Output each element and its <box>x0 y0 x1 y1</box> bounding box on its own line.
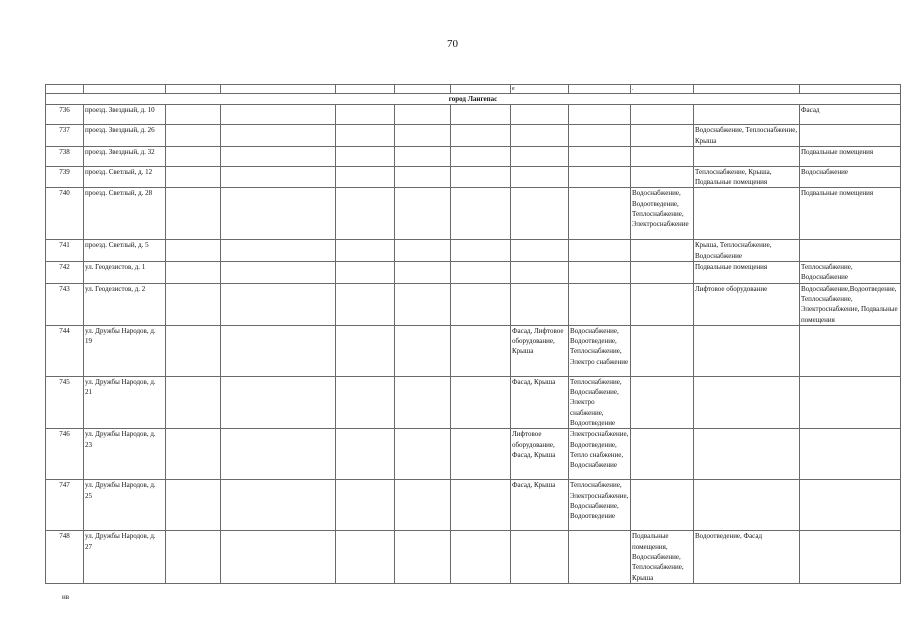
empty-cell <box>166 105 221 125</box>
table-row <box>46 188 901 240</box>
empty-cell <box>336 125 395 147</box>
works-cell <box>511 262 569 284</box>
empty-cell <box>336 188 395 240</box>
table-row <box>46 429 901 480</box>
empty-cell <box>166 240 221 262</box>
table-row <box>46 240 901 262</box>
row-number: 738 <box>46 146 84 166</box>
works-cell: Крыша, Теплоснабжение, Водоснабжение <box>694 240 800 262</box>
works-cell <box>569 188 631 240</box>
works-cell: Лифтовое оборудование <box>694 283 800 325</box>
works-cell: Водоснабжение, Теплоснабжение, Крыша <box>694 125 800 147</box>
empty-cell <box>166 531 221 583</box>
works-cell: Подвальные помещения <box>694 262 800 284</box>
works-cell <box>800 531 901 583</box>
empty-cell <box>336 240 395 262</box>
works-cell: Водоснабжение, Водоотведение, Теплоснабжение, Электроснабжение <box>631 188 694 240</box>
table-row <box>46 480 901 531</box>
empty-cell <box>451 531 511 583</box>
works-cell: Фасад <box>800 105 901 125</box>
row-number: 743 <box>46 283 84 325</box>
works-cell <box>631 429 694 480</box>
empty-cell <box>166 429 221 480</box>
address-cell: ул. Дружбы Народов, д. 21 <box>84 376 166 428</box>
table-row <box>46 283 901 325</box>
address-cell: проезд. Звездный, д. 32 <box>84 146 166 166</box>
empty-cell <box>451 325 511 376</box>
row-number: 742 <box>46 262 84 284</box>
works-cell: Теплоснабжение, Водоснабжение <box>800 262 901 284</box>
works-cell <box>569 146 631 166</box>
empty-cell <box>221 188 336 240</box>
table-row <box>46 146 901 166</box>
works-cell <box>694 105 800 125</box>
empty-cell <box>395 480 451 531</box>
works-cell <box>569 262 631 284</box>
works-cell <box>511 531 569 583</box>
address-cell: проезд. Светлый, д. 28 <box>84 188 166 240</box>
table-row <box>46 531 901 583</box>
empty-cell <box>166 325 221 376</box>
address-cell: проезд. Светлый, д. 12 <box>84 166 166 188</box>
works-cell <box>511 283 569 325</box>
empty-cell <box>221 325 336 376</box>
empty-cell <box>221 166 336 188</box>
works-cell: Подвальные помещения <box>800 146 901 166</box>
row-number: 739 <box>46 166 84 188</box>
empty-cell <box>166 125 221 147</box>
row-number: 737 <box>46 125 84 147</box>
empty-cell <box>336 325 395 376</box>
works-cell <box>569 531 631 583</box>
works-cell: Электроснабжение, Водоотведение, Тепло снабжение, Водоснабжение <box>569 429 631 480</box>
works-cell <box>631 166 694 188</box>
address-cell: проезд. Светлый, д. 5 <box>84 240 166 262</box>
works-cell <box>631 146 694 166</box>
empty-cell <box>166 376 221 428</box>
empty-cell <box>451 188 511 240</box>
row-number: 746 <box>46 429 84 480</box>
table-row <box>46 105 901 125</box>
empty-cell <box>221 105 336 125</box>
empty-cell <box>451 283 511 325</box>
empty-cell <box>221 283 336 325</box>
works-cell <box>800 125 901 147</box>
table-row <box>46 262 901 284</box>
empty-cell <box>395 531 451 583</box>
works-cell <box>511 188 569 240</box>
works-cell <box>511 166 569 188</box>
empty-cell <box>395 240 451 262</box>
works-cell: Фасад, Крыша <box>511 376 569 428</box>
works-cell <box>569 240 631 262</box>
works-cell <box>569 105 631 125</box>
address-cell: проезд. Звездный, д. 26 <box>84 125 166 147</box>
works-cell <box>631 283 694 325</box>
empty-cell <box>395 283 451 325</box>
registry-table <box>45 84 901 584</box>
works-cell <box>694 376 800 428</box>
table-row <box>46 376 901 428</box>
empty-cell <box>336 480 395 531</box>
empty-cell <box>395 166 451 188</box>
works-cell: Водоснабжение, Водоотведение, Теплоснабжение, Электро снабжение <box>569 325 631 376</box>
row-number: 744 <box>46 325 84 376</box>
works-cell <box>800 240 901 262</box>
empty-cell <box>395 429 451 480</box>
empty-cell <box>221 240 336 262</box>
empty-cell <box>221 429 336 480</box>
table-row <box>46 325 901 376</box>
empty-cell <box>336 376 395 428</box>
works-cell: Лифтовое оборудование, Фасад, Крыша <box>511 429 569 480</box>
works-cell <box>800 480 901 531</box>
empty-cell <box>336 531 395 583</box>
empty-cell <box>166 262 221 284</box>
works-cell: Подвальные помещения <box>800 188 901 240</box>
empty-cell <box>166 188 221 240</box>
works-cell <box>511 125 569 147</box>
row-number: 741 <box>46 240 84 262</box>
empty-cell <box>166 480 221 531</box>
empty-cell <box>451 240 511 262</box>
works-cell <box>631 125 694 147</box>
address-cell: ул. Дружбы Народов, д. 27 <box>84 531 166 583</box>
empty-cell <box>395 125 451 147</box>
empty-cell <box>395 188 451 240</box>
city-heading: город Лангепас <box>46 94 901 105</box>
works-cell: Теплоснабжение, Водоснабжение, Электро снабжение, Водоотведение <box>569 376 631 428</box>
empty-cell <box>451 429 511 480</box>
empty-cell <box>166 146 221 166</box>
works-cell <box>569 125 631 147</box>
works-cell: Водоснабжение,Водоотведение, Теплоснабжение, Электроснабжение, Подвальные помещения <box>800 283 901 325</box>
works-cell <box>511 146 569 166</box>
empty-cell <box>451 480 511 531</box>
empty-cell <box>221 125 336 147</box>
empty-cell <box>395 105 451 125</box>
works-cell <box>694 146 800 166</box>
empty-cell <box>395 146 451 166</box>
table-header-row <box>46 85 901 94</box>
empty-cell <box>221 262 336 284</box>
empty-cell <box>395 376 451 428</box>
empty-cell <box>166 166 221 188</box>
table-row <box>46 166 901 188</box>
works-cell: Теплоснабжение, Крыша, Подвальные помещения <box>694 166 800 188</box>
works-cell <box>631 240 694 262</box>
empty-cell <box>451 146 511 166</box>
works-cell <box>511 240 569 262</box>
works-cell: Теплоснабжение, Электроснабжение, Водоснабжение, Водоотведение <box>569 480 631 531</box>
empty-cell <box>336 429 395 480</box>
works-cell <box>631 480 694 531</box>
city-heading-row <box>46 94 901 105</box>
empty-cell <box>451 166 511 188</box>
page-number: 70 <box>447 38 458 50</box>
empty-cell <box>451 262 511 284</box>
header-mark: е <box>511 85 569 94</box>
empty-cell <box>166 283 221 325</box>
row-number: 740 <box>46 188 84 240</box>
works-cell: Водоотведение, Фасад <box>694 531 800 583</box>
row-number: 747 <box>46 480 84 531</box>
empty-cell <box>221 531 336 583</box>
empty-cell <box>336 166 395 188</box>
footer-mark: нв <box>62 593 70 601</box>
empty-cell <box>451 105 511 125</box>
works-cell: Подвальные помещения, Водоснабжение, Теплоснабжение, Крыша <box>631 531 694 583</box>
row-number: 748 <box>46 531 84 583</box>
table-body <box>46 105 901 584</box>
works-cell <box>569 283 631 325</box>
address-cell: ул. Дружбы Народов, д. 25 <box>84 480 166 531</box>
address-cell: проезд. Звездный, д. 10 <box>84 105 166 125</box>
works-cell <box>511 105 569 125</box>
works-cell: Фасад, Лифтовое оборудование, Крыша <box>511 325 569 376</box>
empty-cell <box>221 376 336 428</box>
works-cell <box>694 325 800 376</box>
header-mark: . <box>631 85 694 94</box>
works-cell <box>631 262 694 284</box>
empty-cell <box>336 146 395 166</box>
works-cell <box>631 105 694 125</box>
works-cell <box>694 429 800 480</box>
empty-cell <box>451 376 511 428</box>
works-cell <box>694 480 800 531</box>
works-cell <box>800 325 901 376</box>
empty-cell <box>395 325 451 376</box>
works-cell <box>694 188 800 240</box>
row-number: 736 <box>46 105 84 125</box>
address-cell: ул. Дружбы Народов, д. 19 <box>84 325 166 376</box>
works-cell <box>800 429 901 480</box>
table-row <box>46 125 901 147</box>
empty-cell <box>221 146 336 166</box>
empty-cell <box>451 125 511 147</box>
address-cell: ул. Геодезистов, д. 2 <box>84 283 166 325</box>
address-cell: ул. Геодезистов, д. 1 <box>84 262 166 284</box>
empty-cell <box>336 262 395 284</box>
works-cell <box>631 376 694 428</box>
works-cell <box>800 376 901 428</box>
works-cell <box>631 325 694 376</box>
works-cell: Водоснабжение <box>800 166 901 188</box>
empty-cell <box>336 283 395 325</box>
works-cell <box>569 166 631 188</box>
empty-cell <box>221 480 336 531</box>
works-cell: Фасад, Крыша <box>511 480 569 531</box>
empty-cell <box>395 262 451 284</box>
address-cell: ул. Дружбы Народов, д. 23 <box>84 429 166 480</box>
empty-cell <box>336 105 395 125</box>
row-number: 745 <box>46 376 84 428</box>
